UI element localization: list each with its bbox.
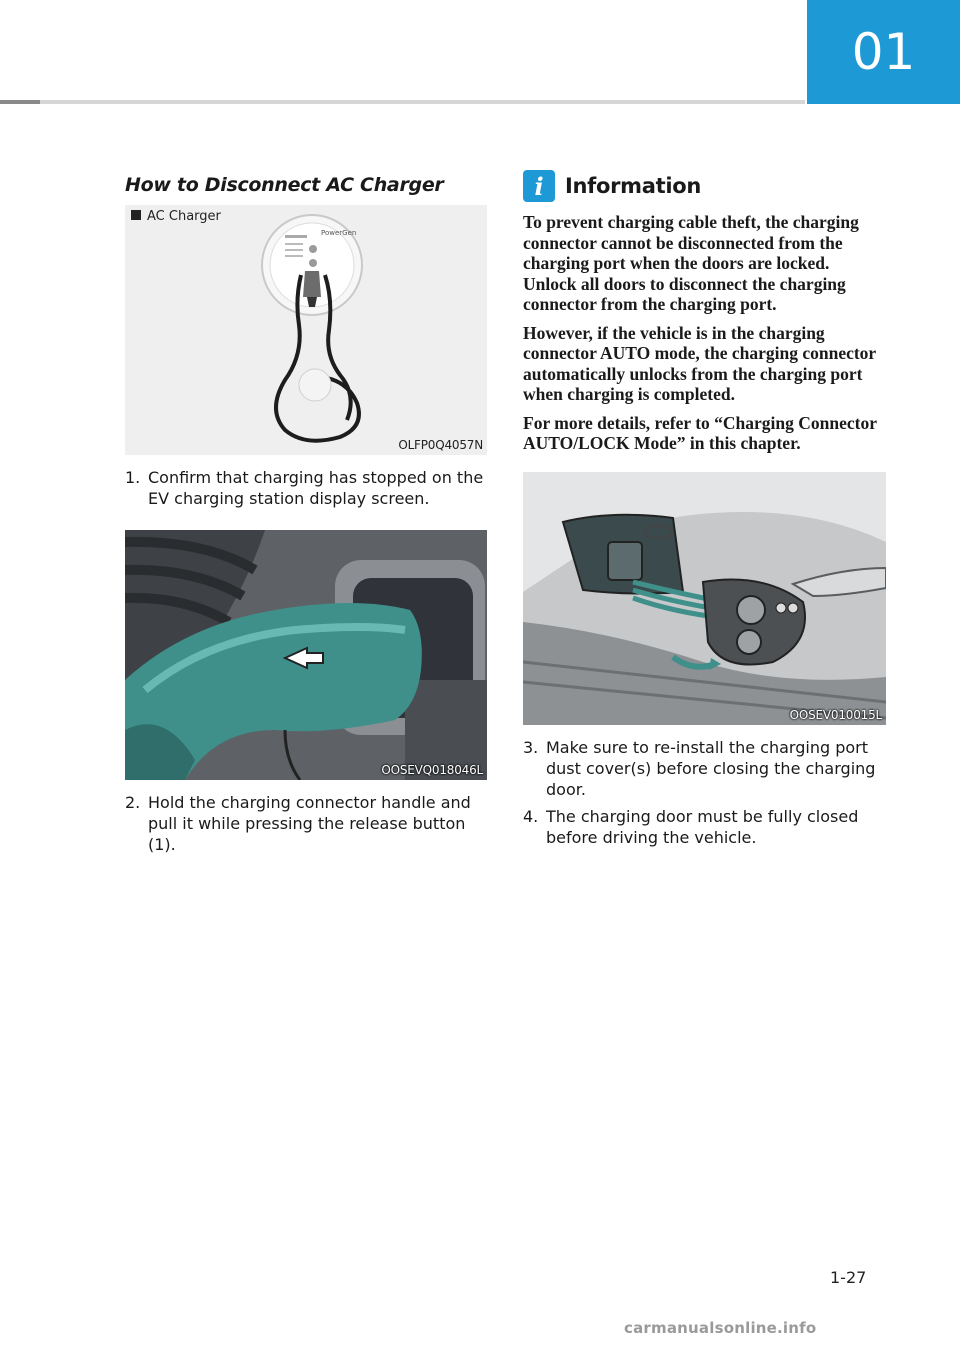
- step-1: [125, 467, 487, 509]
- step-text: Confirm that charging has stopped on the EV charging station display screen.: [148, 468, 484, 508]
- figure-charging-door: [523, 472, 886, 725]
- left-column: [125, 170, 487, 855]
- figure-connector-release: [125, 530, 487, 780]
- info-paragraph-3: For more details, refer to “Charging Connector AUTO/LOCK Mode” in this chapter.: [523, 412, 877, 453]
- right-column: [523, 170, 886, 848]
- header-rule: [0, 100, 805, 104]
- figure-label-text: AC Charger: [147, 209, 221, 224]
- charger-brand-text: PowerGen: [321, 229, 357, 237]
- info-header: [523, 170, 886, 202]
- bullet-square-icon: [131, 210, 141, 220]
- info-title: Information: [565, 174, 702, 198]
- page-number: 1-27: [830, 1268, 867, 1287]
- figure-code: OOSEVQ018046L: [381, 763, 483, 777]
- step-number: 3.: [523, 737, 539, 757]
- figure-ac-charger: [125, 205, 487, 455]
- connector-release-illustration: [125, 530, 487, 780]
- info-paragraph-2: However, if the vehicle is in the charging connector AUTO mode, the charging connector automatically unlocks from the charging port when charging is completed.: [523, 322, 876, 404]
- ac-charger-illustration: [125, 205, 487, 455]
- step-number: 2.: [125, 793, 141, 812]
- step-text: Make sure to re-install the charging port dust cover(s) before closing the charging door.: [546, 737, 876, 799]
- step-4: [523, 806, 886, 848]
- step-2: [125, 792, 487, 855]
- section-title: How to Disconnect AC Charger: [125, 174, 444, 196]
- chapter-tab: [807, 0, 960, 104]
- info-paragraph-1: To prevent charging cable theft, the charging connector cannot be disconnected from the charging port when the doors are locked. Unlock all doors to disconnect the charging connector from the charging port.: [523, 212, 859, 314]
- charging-door-illustration: [523, 472, 886, 725]
- step-number: 1.: [125, 468, 141, 487]
- header-rule-accent: [0, 100, 40, 104]
- chapter-number: 01: [851, 23, 916, 81]
- step-number: 4.: [523, 806, 539, 826]
- watermark: carmanualsonline.info: [624, 1319, 817, 1337]
- info-icon: i: [523, 170, 555, 202]
- step-3: [523, 737, 886, 800]
- step-text: The charging door must be fully closed before driving the vehicle.: [546, 806, 859, 847]
- figure-code: OOSEV010015L: [789, 707, 882, 722]
- figure-code: OLFP0Q4057N: [398, 438, 483, 452]
- step-text: Hold the charging connector handle and pull it while pressing the release button (1).: [148, 793, 471, 854]
- figure-label: [131, 209, 221, 224]
